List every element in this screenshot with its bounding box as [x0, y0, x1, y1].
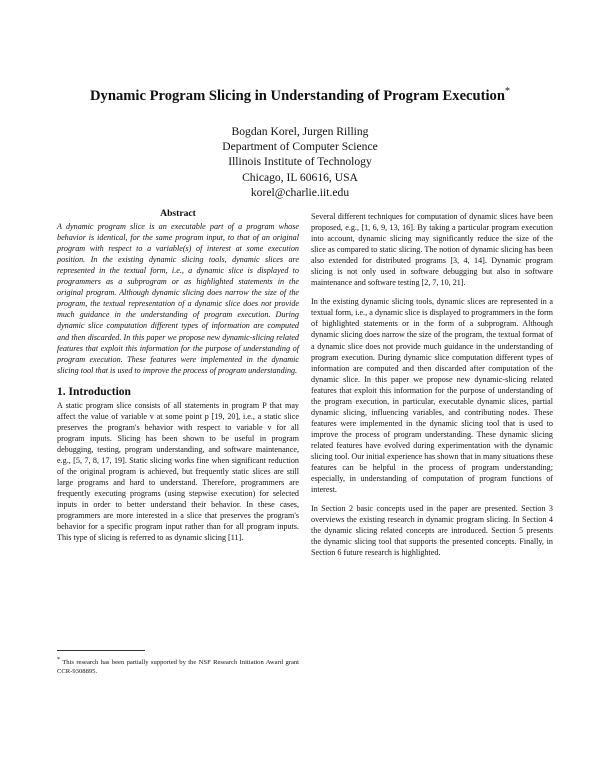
author-block [0, 124, 600, 200]
section-1-heading: 1. Introduction [57, 385, 131, 398]
author-department: Department of Computer Science [222, 140, 378, 154]
footnote-divider [57, 650, 145, 651]
abstract-text: A dynamic program slice is an executable part of a program whose behavior is identical, for the same program input, to that of an original program with respect to a variable(s) of interest at some execution position. In the existing dynamic slicing tools, dynamic slices are represented in the textual form, i.e., a dynamic slice is displayed to programmers as a subprogram or as highlighted statements in the original program. Although dynamic slicing does narrow the size of the program, the textual representation of a dynamic slice does not provide much guidance in the understanding of program execution. During dynamic slice computation different types of information are computed and then discarded. In this paper we propose new dynamic-slicing related features that exploit this information for the purpose of understanding of program execution. These features were implemented in the dynamic slicing tool that is used to improve the process of program understanding. [57, 222, 299, 375]
author-institution: Illinois Institute of Technology [228, 155, 372, 169]
section-1-paragraph: A static program slice consists of all statements in program P that may affect the value of variable v at some point p [19, 20], i.e., a static slice preserves the program's behavior with respect to variable v for all program inputs. Slicing has been shown to be useful in program debugging, testing, program understanding, and software maintenance, e.g., [5, 7, 8, 17, 19]. Static slicing works fine when significant reduction of the original program is achieved, but frequently static slices are still large programs and hard to understand. Therefore, programmers are frequently executing programs (using stepwise execution) for selected inputs in order to better understand their behavior. In these cases, programmers are more interested in a slice that preserves the program's behavior for a specific program input rather than for all program inputs. This type of slicing is referred to as dynamic slicing [11]. [57, 400, 299, 543]
author-email: korel@charlie.iit.edu [250, 185, 350, 199]
right-paragraph-3: In Section 2 basic concepts used in the paper are presented. Section 3 overviews the existing research in dynamic program slicing. In Section 4 the dynamic slicing related concepts are introduced. Section 5 presents the dynamic slicing tool that supports the presented concepts. Finally, in Section 6 future research is highlighted. [311, 504, 553, 558]
title-footnote-mark: * [504, 86, 510, 97]
footnote-mark: * [57, 657, 60, 663]
abstract-heading: Abstract [160, 208, 196, 219]
title-text: Dynamic Program Slicing in Understanding of Program Execution [90, 87, 505, 104]
footnote [57, 656, 299, 676]
right-paragraph-1: Several different techniques for computation of dynamic slices have been proposed, e.g., [1, 6, 9, 13, 16]. By taking a particular program execution into account, dynamic slicing may significantly reduce the size of the slice as compared to static slicing. The notion of dynamic slicing has been also extended for distributed programs [3, 4, 14]. Dynamic program slicing is not only used in software debugging but also in software maintenance and software testing [2, 7, 10, 21]. [311, 212, 553, 288]
author-names: Bogdan Korel, Jurgen Rilling [231, 125, 369, 138]
right-column [311, 211, 553, 558]
left-column [57, 208, 299, 543]
paper-title [0, 86, 600, 105]
right-paragraph-2: In the existing dynamic slicing tools, dynamic slices are represented in a textual form, i.e., a dynamic slice is displayed to programmers in the form of highlighted statements or in the form of a subprogram. Although dynamic slicing does narrow the size of the program, the textual format of a dynamic slice does not provide much guidance in the understanding of program execution. During dynamic slice computation different types of information are computed and then discarded after computation of the dynamic slice. In this paper we propose new dynamic-slicing related features that exploit this information for the purpose of understanding of the program execution, in particular, executable dynamic slices, partial dynamic slicing, influencing variables, and contributing nodes. These features were implemented in the dynamic slicing tool that is used to improve the process of program understanding. These dynamic slicing related features have evolved during experimentation with the dynamic slicing tool. Our initial experience has shown that in many situations these features can be helpful in the process of program understanding; especially, in understanding of computation of program functions of interest. [311, 297, 553, 495]
footnote-text: This research has been partially supported by the NSF Research Initiation Award grant CCR-9308895. [57, 659, 300, 675]
author-address: Chicago, IL 60616, USA [242, 170, 358, 184]
